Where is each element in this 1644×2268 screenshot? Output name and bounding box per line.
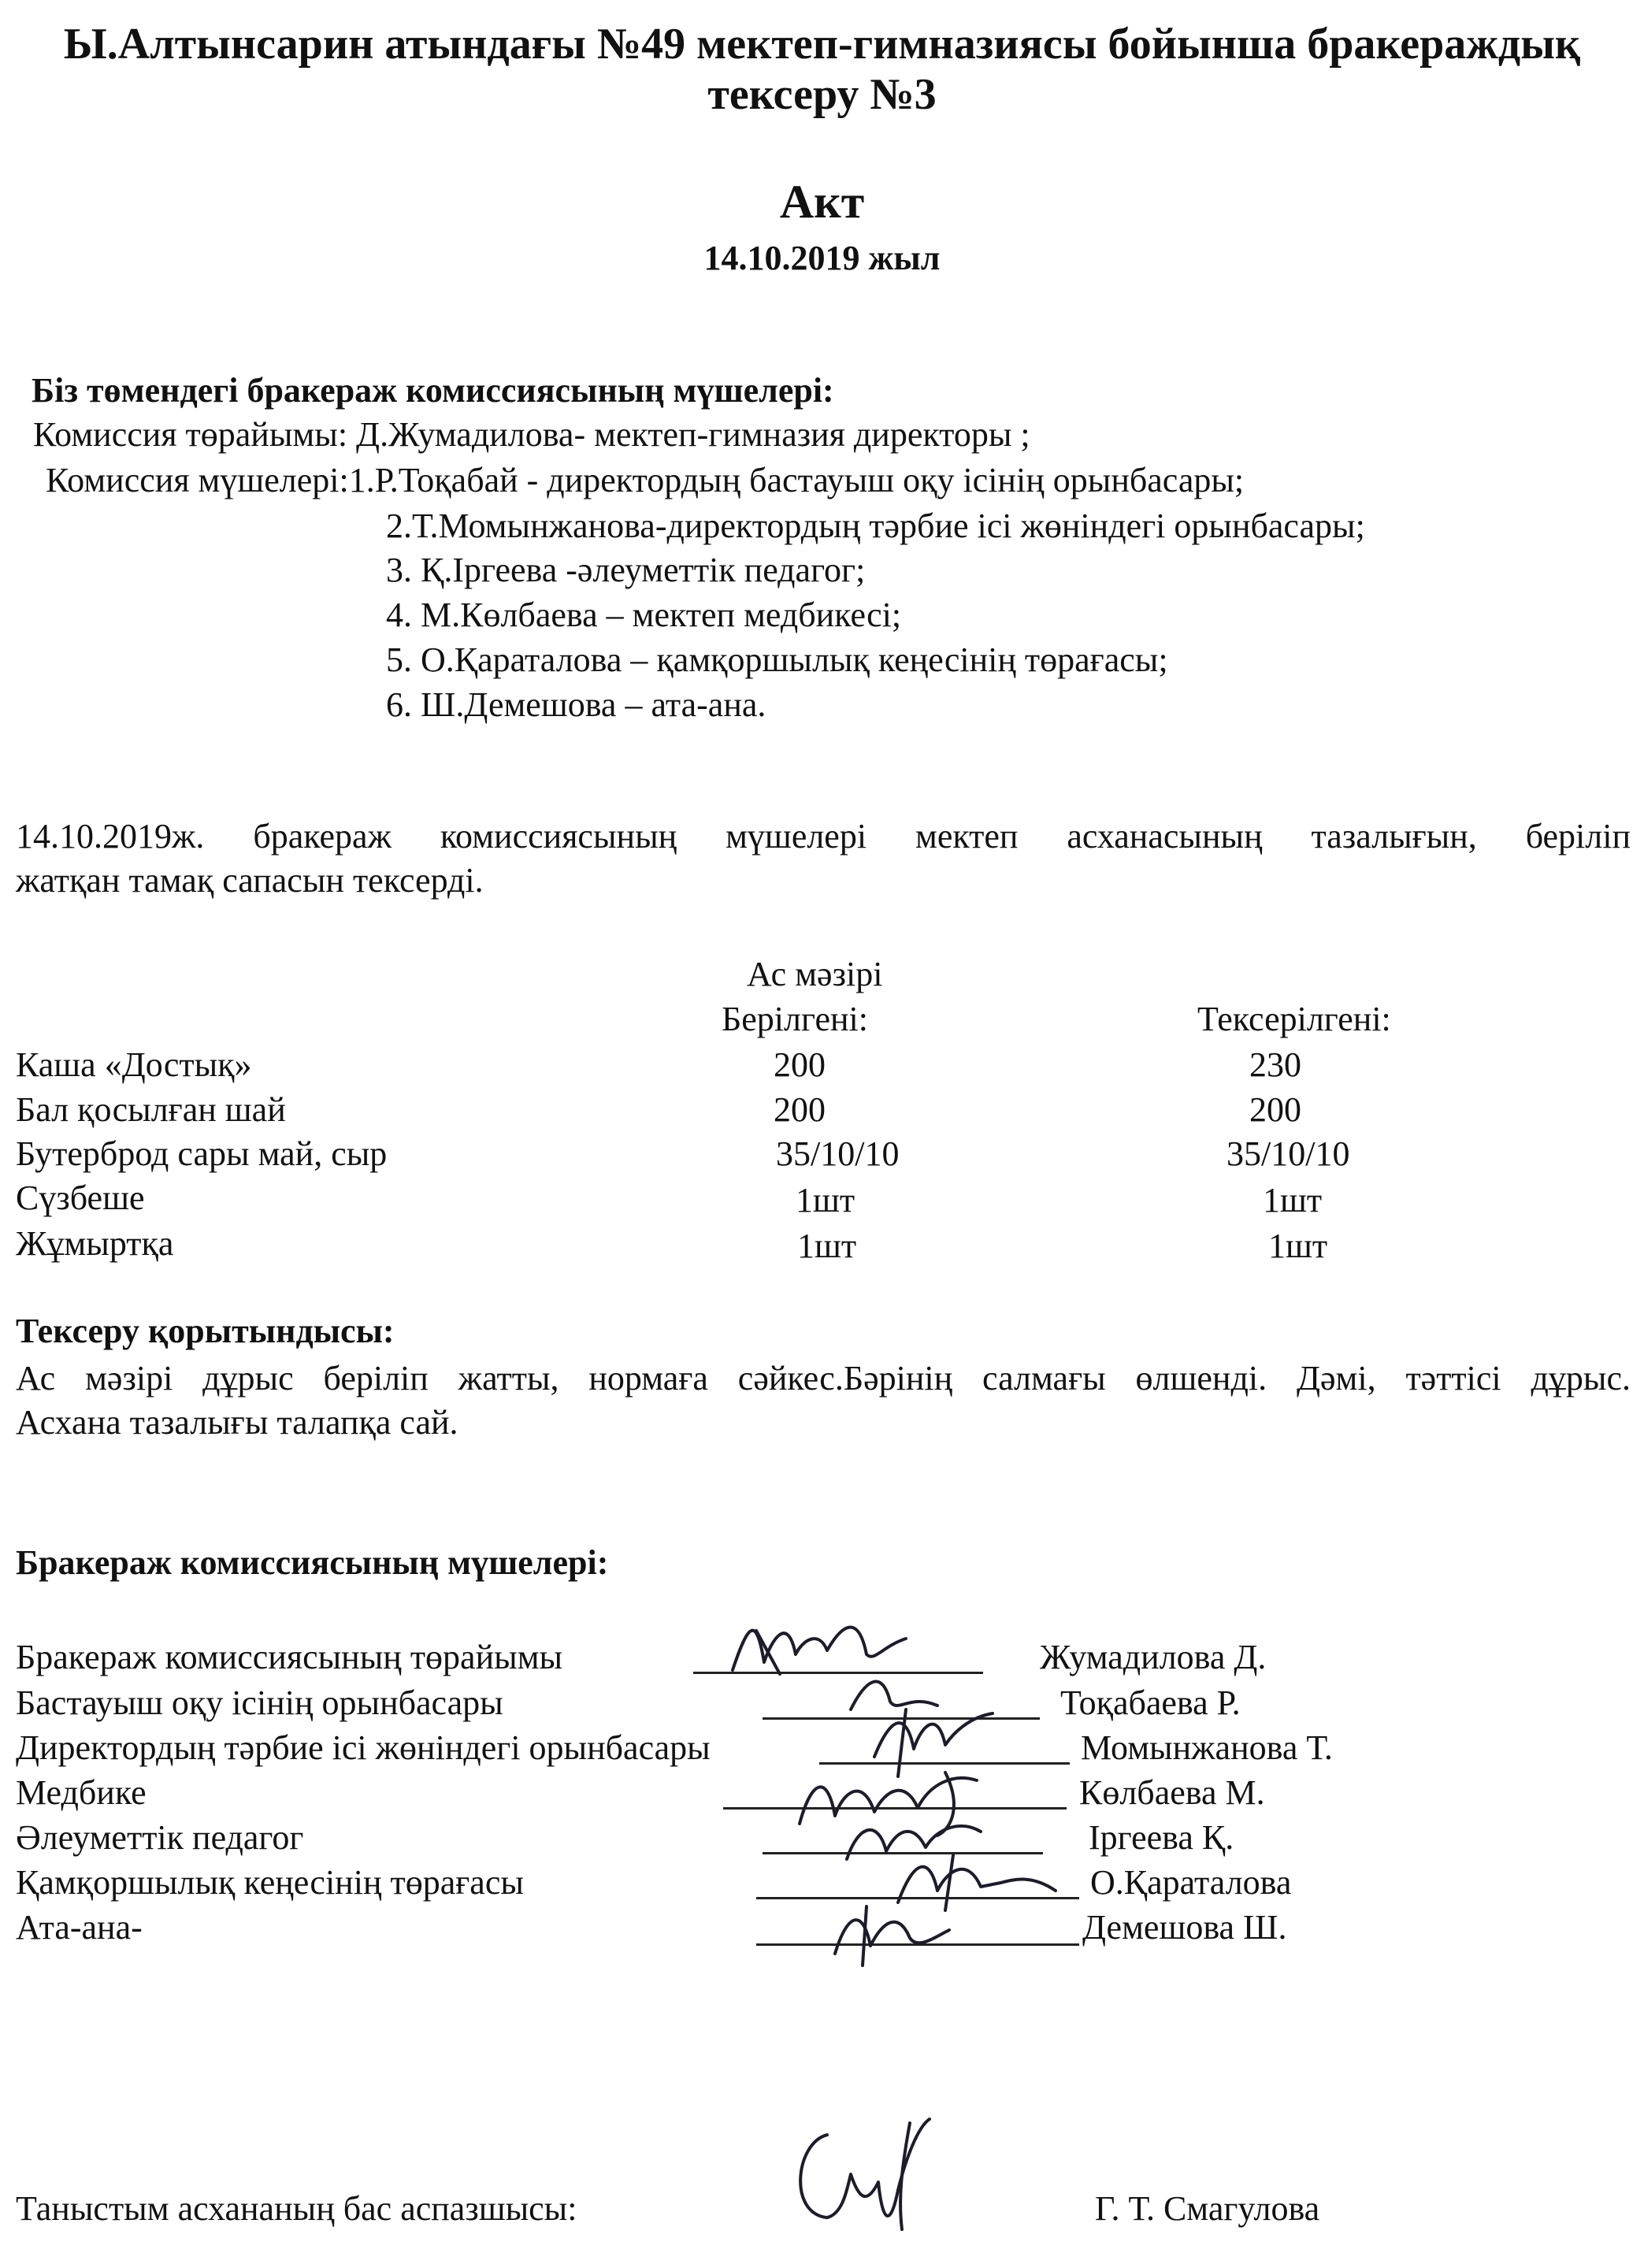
signature-role: Бракераж комиссиясының төрайымы [16,1638,563,1676]
signature-name: Момынжанова Т. [1081,1728,1333,1767]
menu-row-given: 1шт [796,1181,855,1219]
menu-row-given: 35/10/10 [776,1134,900,1173]
menu-row-checked: 1шт [1268,1227,1328,1265]
intro-line2: жатқан тамақ сапасын тексерді. [16,861,484,900]
intro-line1: 14.10.2019ж. бракераж комиссиясының мүшелері мектеп асханасының тазалығын, беріліп [16,817,1631,856]
menu-row-given: 200 [774,1045,826,1084]
signature-role: Бастауыш оқу ісінің орынбасары [16,1683,503,1722]
commission-member: 5. О.Қараталова – қамқоршылық кеңесінің төрағасы; [386,640,1168,679]
document-title-line1: Ы.Алтынсарин атындағы №49 мектеп-гимназиясы бойынша бракераждық [63,20,1581,69]
menu-col-given: Берілгені: [722,1000,868,1038]
conclusion-heading: Тексеру қорытындысы: [16,1312,395,1350]
commission-member: 3. Қ.Іргеева -әлеуметтік педагог; [386,551,866,589]
document-type: Акт [779,176,865,228]
footer-name: Г. Т. Смагулова [1095,2189,1320,2228]
menu-row-item: Бал қосылған шай [16,1090,286,1129]
document-title-line2: тексеру №3 [707,70,937,119]
signature-name: Көлбаева М. [1079,1773,1265,1812]
menu-row-item: Жұмыртқа [16,1224,174,1263]
footer-label: Таныстым асхананың бас аспазшысы: [16,2189,577,2228]
signature-name: Іргеева Қ. [1089,1818,1234,1857]
menu-row-checked: 35/10/10 [1227,1134,1350,1173]
menu-row-item: Бутерброд сары май, сыр [16,1134,388,1173]
signature-name: Жумадилова Д. [1040,1638,1267,1676]
document-date: 14.10.2019 жыл [703,239,941,277]
menu-row-item: Каша «Достық» [16,1045,252,1084]
menu-row-checked: 1шт [1263,1181,1323,1219]
conclusion-line1: Ас мәзірі дұрыс беріліп жатты, нормаға сәйкес.Бәрінің салмағы өлшенді. Дәмі, тәттісі дұрыс. [16,1359,1631,1398]
menu-title: Ас мәзірі [747,955,883,993]
menu-row-given: 200 [774,1090,826,1129]
signature-name: Демешова Ш. [1082,1908,1287,1947]
commission-members-line1: Комиссия мүшелері:1.Р.Тоқабай - директордың бастауыш оқу ісінің орынбасары; [46,461,1245,499]
menu-col-checked: Тексерілгені: [1197,1000,1391,1038]
menu-row-item: Сүзбеше [16,1179,145,1217]
signature-name: О.Қараталова [1090,1863,1292,1902]
signature-role: Әлеуметтік педагог [16,1818,304,1857]
chef-signature-mark [772,2111,977,2237]
signature-mark [819,1891,961,1969]
menu-row-checked: 200 [1249,1090,1301,1129]
conclusion-line2: Асхана тазалығы талапқа сай. [16,1403,458,1442]
signature-name: Тоқабаева Р. [1060,1683,1241,1722]
signature-role: Медбике [16,1773,147,1812]
menu-row-given: 1шт [797,1227,857,1265]
commission-member: 6. Ш.Демешова – ата-ана. [386,685,766,724]
commission-member: 4. М.Көлбаева – мектеп медбикесі; [386,596,902,634]
signature-role: Директордың тәрбие ісі жөніндегі орынбасары [16,1728,711,1767]
commission-member: 2.Т.Момынжанова-директордың тәрбие ісі жөніндегі орынбасары; [386,507,1365,545]
commission-chair: Комиссия төрайымы: Д.Жумадилова- мектеп-гимназия директоры ; [33,415,1030,454]
menu-row-checked: 230 [1249,1045,1301,1084]
signature-role: Ата-ана- [16,1908,143,1947]
signatures-heading: Бракераж комиссиясының мүшелері: [16,1543,609,1582]
signature-role: Қамқоршылық кеңесінің төрағасы [16,1863,524,1902]
commission-heading: Біз төмендегі бракераж комиссиясының мүшелері: [32,371,834,410]
